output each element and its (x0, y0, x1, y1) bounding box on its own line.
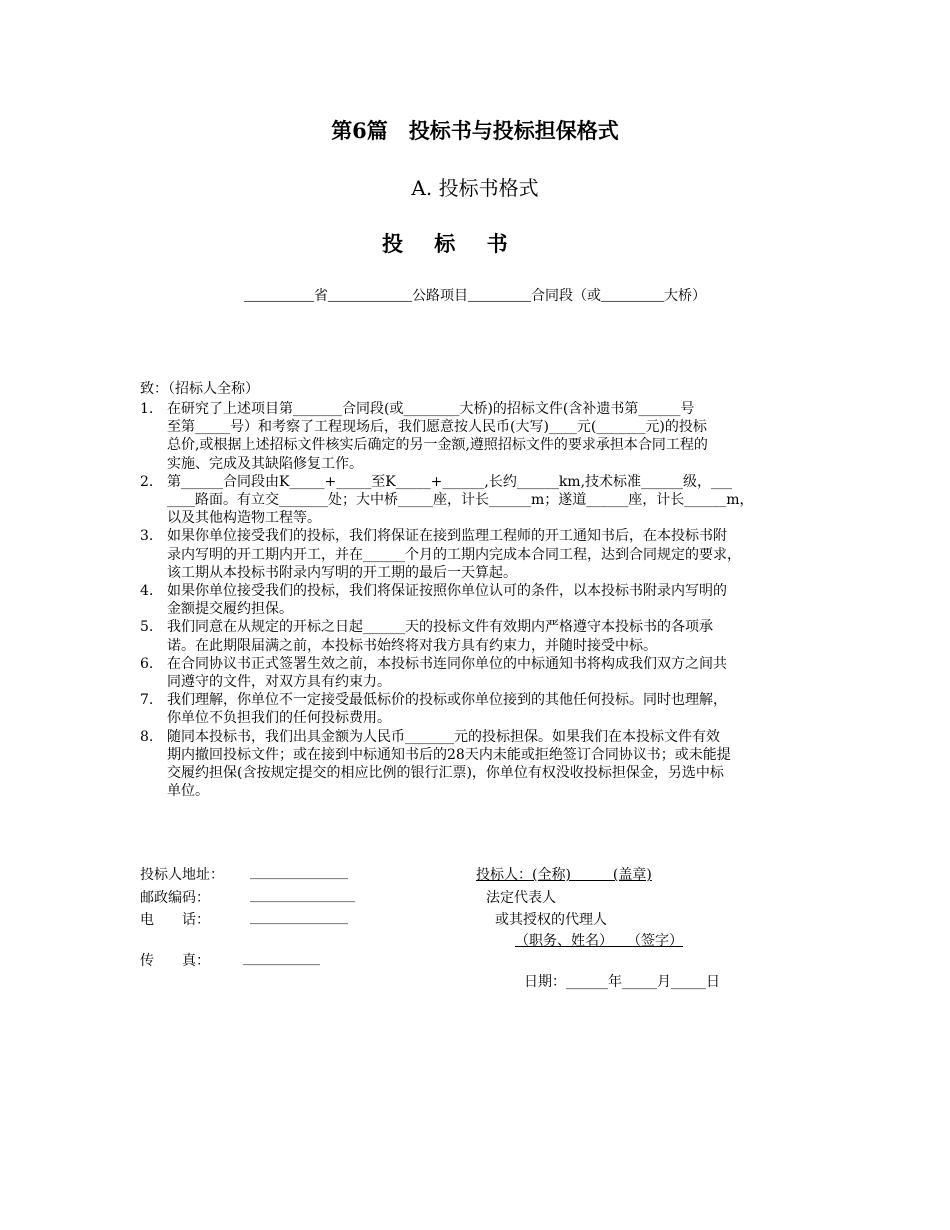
position-name-signature-line: （职务、姓名） （签字） (515, 933, 683, 949)
clause-line: 如果你单位接受我们的投标，我们将保证在接到监理工程师的开工通知书后，在本投标书附 (167, 528, 727, 545)
clause-line: 实施、完成及其缺陷修复工作。 (167, 455, 363, 472)
addressee-line: 致：（招标人全称） (140, 381, 259, 397)
document-title: 投 标 书 (382, 231, 520, 256)
clause-item (140, 582, 830, 618)
clause-line: ____路面。有立交_______处；大中桥_____座，计长______m；遂道______座，计长______m， (167, 492, 754, 509)
project-line: __________省____________公路项目_________合同段（或_________大桥） (244, 289, 706, 304)
clause-line: 如果你单位接受我们的投标，我们将保证按照你单位认可的条件，以本投标书附录内写明的 (167, 583, 727, 600)
clause-line: 金额提交履约担保。 (167, 601, 293, 618)
authorized-agent-label: 或其授权的代理人 (495, 912, 607, 928)
legal-representative-label: 法定代表人 (486, 890, 556, 906)
clause-number: 5. (140, 619, 154, 636)
clause-line: 在研究了上述项目第_______合同段(或________大桥)的招标文件(含补遗书第______号 (167, 401, 695, 417)
clause-line: 交履约担保(含按规定提交的相应比例的银行汇票)，你单位有权没收投标担保金，另选中标 (167, 765, 724, 782)
clause-number: 6. (140, 655, 154, 672)
clause-line: 同遵守的文件，对双方具有约束力。 (167, 674, 391, 691)
address-label: 投标人地址： (140, 867, 224, 883)
postcode-label: 邮政编码： (140, 890, 210, 906)
clause-line: 你单位不负担我们的任何投标费用。 (167, 710, 391, 727)
fax-field[interactable]: ___________ (243, 950, 320, 966)
clause-number: 3. (140, 528, 154, 545)
section-title: 第6篇 投标书与投标担保格式 (331, 118, 619, 143)
clause-number: 4. (140, 583, 154, 600)
address-field[interactable]: ______________ (250, 864, 348, 880)
clause-number: 1. (140, 401, 154, 417)
clause-line: 诺。在此期限届满之前，本投标书始终将对我方具有约束力，并随时接受中标。 (167, 637, 657, 654)
postcode-field[interactable]: _______________ (250, 887, 355, 903)
clause-number: 2. (140, 473, 154, 490)
clause-line: 总价,或根据上述招标文件核实后确定的另一金额,遵照招标文件的要求承担本合同工程的 (167, 437, 708, 454)
section-subtitle: A. 投标书格式 (411, 176, 539, 200)
clause-item (140, 655, 830, 691)
clause-item (140, 691, 830, 727)
clause-number: 8. (140, 728, 154, 745)
clause-line: 单位。 (167, 783, 209, 800)
fax-label: 传 真： (140, 953, 210, 969)
clause-number: 7. (140, 692, 154, 709)
clause-line: 我们同意在从规定的开标之日起______天的投标文件有效期内严格遵守本投标书的各项承 (167, 619, 713, 636)
clause-line: 第______合同段由K_____+_____至K_____+______,长约______km,技术标准______级，___ (167, 473, 733, 490)
phone-label: 电 话： (140, 912, 210, 928)
phone-field[interactable]: ______________ (250, 909, 348, 925)
clause-item (140, 473, 830, 528)
clause-line: 录内写明的开工期内开工，并在______个月的工期内完成本合同工程，达到合同规定的要求， (167, 546, 741, 563)
clause-list (140, 400, 830, 800)
clause-item (140, 527, 830, 582)
clause-item (140, 400, 830, 473)
clause-line: 在合同协议书正式签署生效之前，本投标书连同你单位的中标通知书将构成我们双方之间共 (167, 655, 727, 672)
clause-line: 以及其他构造物工程等。 (167, 510, 321, 527)
clause-line: 随同本投标书，我们出具金额为人民币_______元的投标担保。如果我们在本投标文件有效 (167, 728, 720, 745)
date-line[interactable]: 日期：______年_____月_____日 (524, 974, 720, 990)
clause-item (140, 728, 830, 801)
clause-line: 我们理解，你单位不一定接受最低标价的投标或你单位接到的其他任何投标。同时也理解， (167, 692, 727, 709)
clause-line: 期内撤回投标文件；或在接到中标通知书后的28天内未能或拒绝签订合同协议书；或未能提 (167, 746, 731, 763)
clause-item (140, 618, 830, 654)
clause-line: 至第_____号）和考察了工程现场后，我们愿意按人民币(大写)____元(_______元)的投标 (167, 419, 707, 436)
clause-line: 该工期从本投标书附录内写明的开工期的最后一天算起。 (167, 564, 517, 581)
bidder-seal-line: 投标人：(全称) (盖章) (476, 867, 652, 883)
